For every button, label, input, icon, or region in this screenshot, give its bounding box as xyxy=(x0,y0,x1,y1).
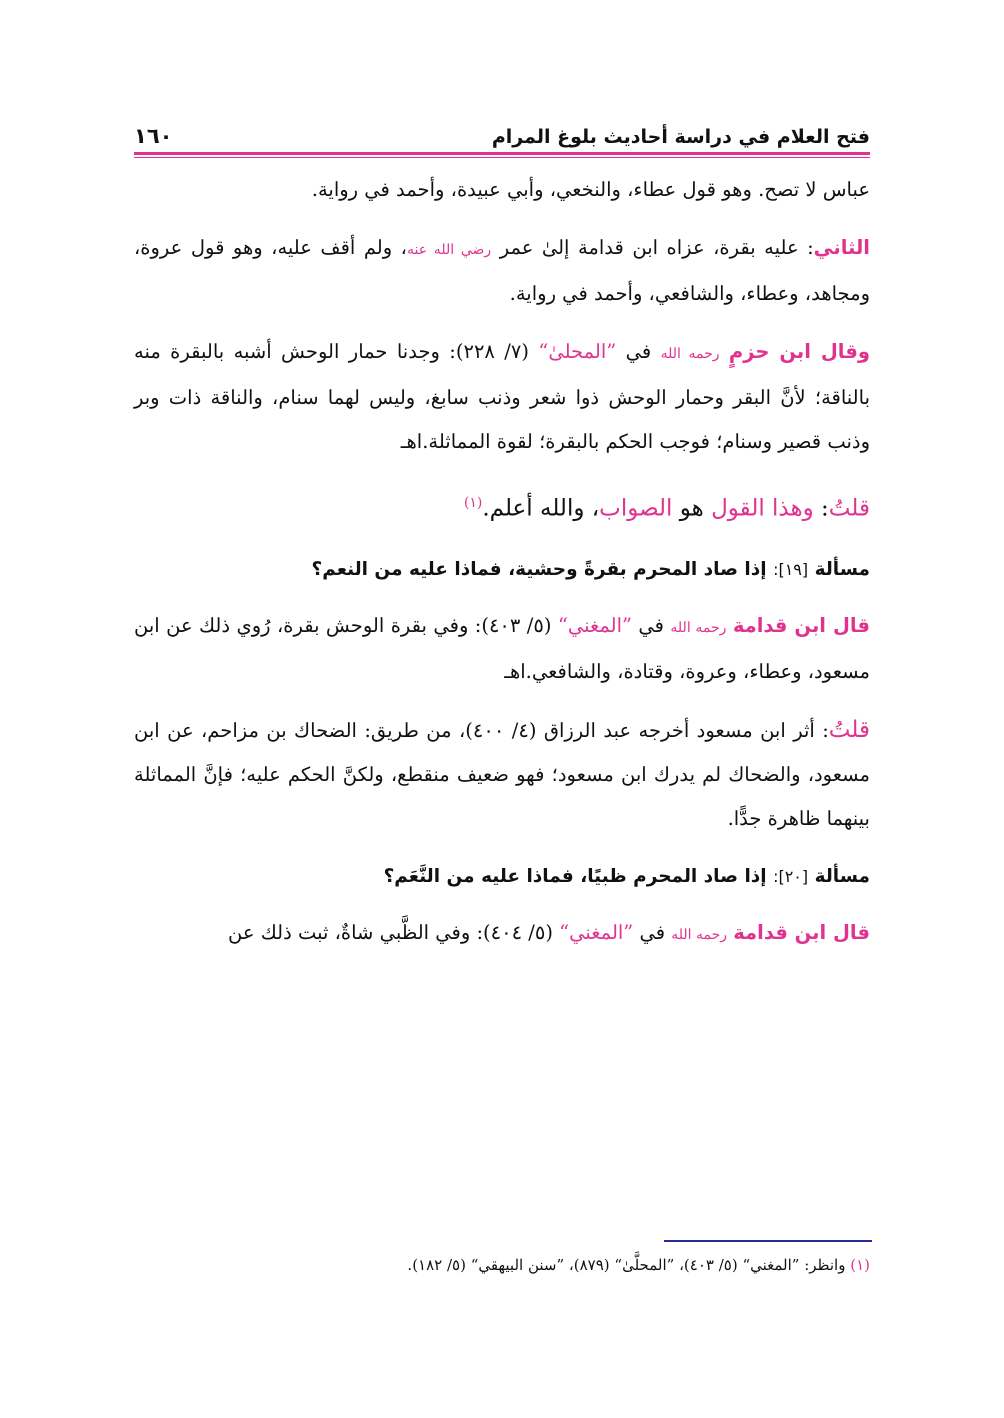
paragraph-6 xyxy=(134,911,870,957)
page xyxy=(134,112,870,971)
book-title: فتح العلام في دراسة أحاديث بلوغ المرام xyxy=(491,126,870,148)
paragraph-3-text-a: في xyxy=(616,340,661,363)
opinion-part-1: وهذا القول xyxy=(711,495,814,522)
issue-19-text: إذا صاد المحرم بقرةً وحشية، فماذا عليه من النعم؟ xyxy=(311,558,774,580)
opinion-colon: : xyxy=(813,495,829,522)
honorific-rahimahullah-icon: رحمه الله xyxy=(671,926,728,943)
honorific-radiallah-icon: رضي الله عنه xyxy=(406,242,492,258)
issue-20-text: إذا صاد المحرم ظبيًا، فماذا عليه من النَّعَم؟ xyxy=(383,865,774,887)
footnote-separator xyxy=(664,1240,872,1242)
paragraph-6-text-b: (٥/ ٤٠٤): وفي الظَّبي شاةٌ، ثبت ذلك عن xyxy=(228,920,560,944)
paragraph-5-text: : أثر ابن مسعود أخرجه عبد الرزاق (٤/ ٤٠٠)، من طريق: الضحاك بن مزاحم، عن ابن مسعود، والضحاك لم يدرك ابن مسعود؛ فهو ضعيف منقطع، ولكنَّ الحكم عليه؛ فإنَّ المماثلة بينهما ظاهرة جدًّا. xyxy=(134,718,870,830)
opinion-part-4: ، والله أعلم. xyxy=(482,495,600,522)
paragraph-6-text-a: في xyxy=(633,920,672,944)
ibn-hazm-label: وقال ابن حزمٍ xyxy=(728,340,871,363)
paragraph-2 xyxy=(134,226,870,316)
honorific-rahimahullah-icon: رحمه الله xyxy=(670,619,727,636)
running-header xyxy=(134,112,870,148)
issue-heading-19 xyxy=(134,548,870,592)
paragraph-3-text-b: (٧/ ٢٢٨): وجدنا حمار الوحش أشبه بالبقرة منه بالناقة؛ لأنَّ البقر وحمار الوحش ذوا شعر وذنب سابغ، وليس لهما سنام، والناقة ذات وبر وذنب قصير وسنام؛ فوجب الحكم بالبقرة؛ لقوة المماثلة.اهـ xyxy=(134,340,870,453)
issue-20-number: [٢٠]: xyxy=(773,866,809,886)
issue-20-label: مسألة xyxy=(814,865,870,887)
qult-label: قلتُ xyxy=(828,716,870,743)
author-opinion xyxy=(134,478,870,534)
paragraph-1 xyxy=(134,168,870,212)
footnote-number: (١) xyxy=(850,1256,870,1274)
second-opinion-label: الثاني xyxy=(813,236,870,259)
footnote-text: وانظر: ”المغني“ (٥/ ٤٠٣)، ”المحلَّىٰ“ (٨٧٩)، ”سنن البيهقي“ (٥/ ١٨٢). xyxy=(407,1256,851,1274)
qult-label: قلتُ xyxy=(828,495,870,522)
paragraph-2-text-a: : عليه بقرة، عزاه ابن قدامة إلىٰ عمر xyxy=(491,236,814,259)
ibn-qudama-label: قال ابن قدامة xyxy=(733,920,870,944)
issue-heading-20 xyxy=(134,855,870,899)
header-rule-thin xyxy=(134,157,870,158)
page-number: ١٦٠ xyxy=(134,124,173,148)
footnote-1 xyxy=(134,1252,870,1278)
book-name-mughni: ”المغني“ xyxy=(559,920,634,944)
paragraph-4 xyxy=(134,604,870,694)
footnote-reference-1[interactable]: (١) xyxy=(463,495,483,511)
header-rule-thick xyxy=(134,152,870,155)
opinion-part-3: الصواب xyxy=(599,495,673,522)
paragraph-4-text-a: في xyxy=(632,613,671,637)
issue-19-label: مسألة xyxy=(814,558,870,580)
book-name-mughni: ”المغني“ xyxy=(557,613,632,637)
honorific-rahimahullah-icon: رحمه الله xyxy=(660,346,720,362)
ibn-qudama-label: قال ابن قدامة xyxy=(732,613,870,637)
paragraph-1-text: عباس لا تصح. وهو قول عطاء، والنخعي، وأبي عبيدة، وأحمد في رواية. xyxy=(311,178,870,201)
issue-19-number: [١٩]: xyxy=(773,559,809,579)
opinion-part-2: هو xyxy=(672,495,712,522)
paragraph-2-text-b: ، ولم أقف عليه، وهو قول عروة، ومجاهد، وعطاء، والشافعي، وأحمد في رواية. xyxy=(134,236,870,305)
paragraph-3 xyxy=(134,330,870,464)
paragraph-4-text-b: (٥/ ٤٠٣): وفي بقرة الوحش بقرة، رُوي ذلك عن ابن مسعود، وعطاء، وعروة، وقتادة، والشافعي.اهـ xyxy=(134,613,870,683)
paragraph-5 xyxy=(134,708,870,841)
page-body xyxy=(134,168,870,957)
book-name-muhalla: ”المحلىٰ“ xyxy=(538,340,617,363)
